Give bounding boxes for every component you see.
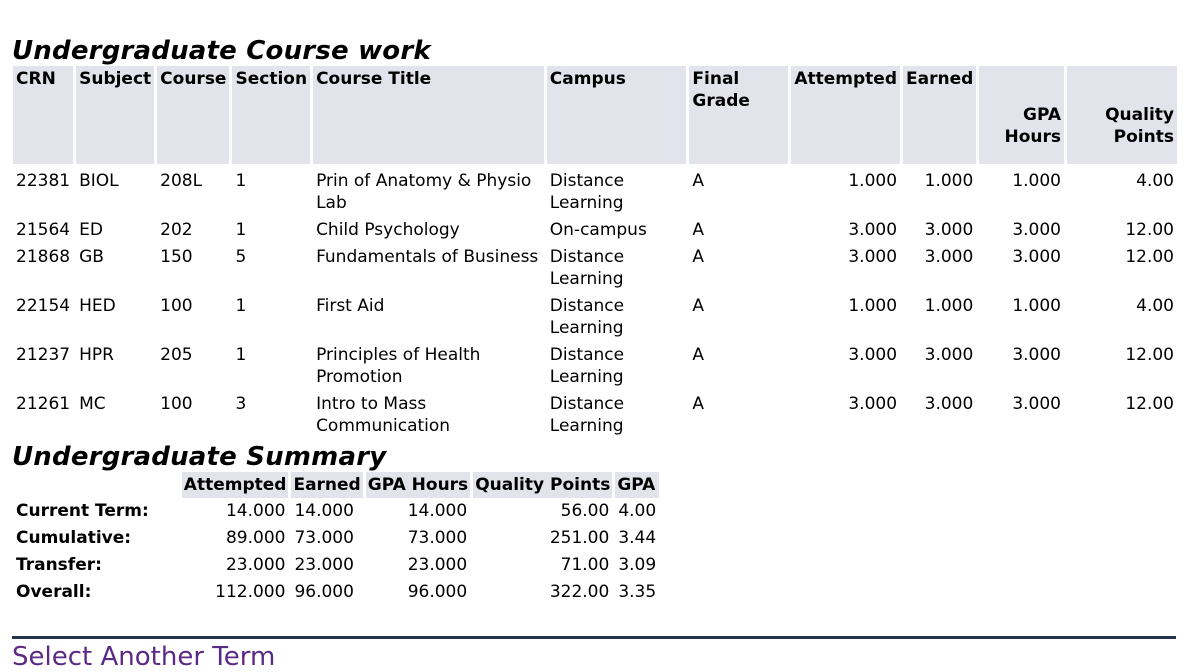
grade-cell: A	[692, 345, 705, 365]
course-row	[13, 246, 1177, 295]
header-quality-points: Quality Points	[1067, 66, 1177, 164]
section-cell: 1	[235, 345, 247, 365]
course-header-row	[13, 66, 1177, 164]
summary-header-attempted: Attempted	[182, 472, 289, 498]
section-cell: 1	[235, 171, 247, 191]
earned-cell: 3.000	[924, 394, 974, 414]
header-final-grade: Final Grade	[689, 66, 788, 164]
earned-cell: 3.000	[924, 345, 974, 365]
summary-attempted: 23.000	[225, 555, 286, 575]
summary-label: Cumulative:	[16, 528, 132, 548]
course-cell: 205	[160, 345, 193, 365]
quality-points-cell: 12.00	[1125, 345, 1174, 365]
summary-quality-points: 71.00	[560, 555, 610, 575]
summary-header-earned: Earned	[291, 472, 362, 498]
gpa-hours-cell: 1.000	[1012, 171, 1061, 191]
summary-quality-points: 251.00	[549, 528, 610, 548]
earned-cell: 3.000	[924, 247, 974, 267]
section-cell: 3	[235, 394, 247, 414]
course-row	[13, 344, 1177, 393]
summary-gpa-hours: 14.000	[407, 501, 468, 521]
summary-gpa: 3.09	[618, 555, 657, 575]
course-cell: 150	[160, 247, 193, 267]
summary-row	[13, 498, 659, 525]
grade-cell: A	[692, 247, 705, 267]
earned-cell: 1.000	[924, 171, 974, 191]
course-cell: 100	[160, 296, 193, 316]
header-course-title: Course Title	[313, 66, 544, 164]
campus-cell: Distance Learning	[549, 394, 625, 436]
campus-cell: Distance Learning	[549, 345, 625, 387]
summary-gpa: 4.00	[618, 501, 657, 521]
grade-cell: A	[692, 394, 705, 414]
attempted-cell: 3.000	[848, 247, 898, 267]
summary-header-quality-points: Quality Points	[473, 472, 612, 498]
course-title-cell: Child Psychology	[316, 220, 460, 240]
summary-gpa-hours: 73.000	[407, 528, 468, 548]
summary-row	[13, 525, 659, 552]
header-section: Section	[232, 66, 310, 164]
crn-cell: 21868	[16, 247, 71, 267]
summary-attempted: 89.000	[225, 528, 286, 548]
subject-cell: ED	[79, 220, 103, 240]
transcript-content	[12, 36, 1180, 606]
course-cell: 100	[160, 394, 193, 414]
attempted-cell: 1.000	[848, 296, 898, 316]
summary-gpa: 3.35	[618, 582, 657, 602]
campus-cell: Distance Learning	[549, 171, 625, 213]
summary-gpa: 3.44	[618, 528, 657, 548]
divider-rule	[12, 636, 1176, 639]
attempted-cell: 1.000	[848, 171, 898, 191]
attempted-cell: 3.000	[848, 345, 898, 365]
summary-label: Overall:	[16, 582, 92, 602]
course-work-table	[10, 66, 1180, 442]
select-another-term-link[interactable]: Select Another Term	[12, 642, 276, 672]
gpa-hours-cell: 3.000	[1012, 345, 1061, 365]
subject-cell: HPR	[79, 345, 114, 365]
earned-cell: 3.000	[924, 220, 974, 240]
course-title-cell: Fundamentals of Business	[316, 247, 539, 267]
subject-cell: BIOL	[79, 171, 119, 191]
summary-label: Current Term:	[16, 501, 149, 521]
course-row	[13, 393, 1177, 442]
summary-header-blank	[13, 472, 179, 498]
course-row	[13, 164, 1177, 219]
quality-points-cell: 4.00	[1136, 296, 1174, 316]
course-title-cell: First Aid	[316, 296, 385, 316]
quality-points-cell: 12.00	[1125, 220, 1174, 240]
campus-cell: On-campus	[549, 220, 647, 240]
header-crn: CRN	[13, 66, 73, 164]
grade-cell: A	[692, 220, 705, 240]
quality-points-cell: 12.00	[1125, 247, 1174, 267]
crn-cell: 21261	[16, 394, 71, 414]
summary-label: Transfer:	[16, 555, 102, 575]
header-gpa-hours: GPA Hours	[979, 66, 1064, 164]
summary-header-row	[13, 472, 659, 498]
campus-cell: Distance Learning	[549, 296, 625, 338]
summary-title: Undergraduate Summary	[12, 442, 387, 472]
header-course: Course	[157, 66, 229, 164]
summary-attempted: 112.000	[215, 582, 286, 602]
summary-row	[13, 579, 659, 606]
summary-header-gpa: GPA	[615, 472, 659, 498]
gpa-hours-cell: 1.000	[1012, 296, 1061, 316]
summary-earned: 23.000	[294, 555, 354, 575]
subject-cell: HED	[79, 296, 116, 316]
summary-gpa-hours: 96.000	[407, 582, 468, 602]
gpa-hours-cell: 3.000	[1012, 247, 1061, 267]
course-row	[13, 219, 1177, 246]
quality-points-cell: 4.00	[1136, 171, 1174, 191]
crn-cell: 22381	[16, 171, 71, 191]
course-title-cell: Principles of Health Promotion	[316, 345, 481, 387]
quality-points-cell: 12.00	[1125, 394, 1174, 414]
subject-cell: GB	[79, 247, 104, 267]
subject-cell: MC	[79, 394, 106, 414]
crn-cell: 22154	[16, 296, 71, 316]
summary-quality-points: 322.00	[549, 582, 610, 602]
summary-quality-points: 56.00	[560, 501, 610, 521]
attempted-cell: 3.000	[848, 394, 898, 414]
summary-gpa-hours: 23.000	[407, 555, 468, 575]
course-cell: 202	[160, 220, 193, 240]
summary-earned: 96.000	[294, 582, 354, 602]
course-cell: 208L	[160, 171, 203, 191]
header-subject: Subject	[76, 66, 154, 164]
course-title-cell: Prin of Anatomy & Physio Lab	[316, 171, 532, 213]
summary-attempted: 14.000	[225, 501, 286, 521]
crn-cell: 21564	[16, 220, 71, 240]
summary-earned: 73.000	[294, 528, 354, 548]
earned-cell: 1.000	[924, 296, 974, 316]
section-cell: 1	[235, 296, 247, 316]
summary-earned: 14.000	[294, 501, 354, 521]
header-earned: Earned	[903, 66, 976, 164]
summary-row	[13, 552, 659, 579]
summary-table	[10, 472, 662, 606]
grade-cell: A	[692, 171, 705, 191]
course-work-title: Undergraduate Course work	[12, 36, 431, 66]
attempted-cell: 3.000	[848, 220, 898, 240]
gpa-hours-cell: 3.000	[1012, 220, 1061, 240]
campus-cell: Distance Learning	[549, 247, 625, 289]
summary-header-gpa-hours: GPA Hours	[366, 472, 470, 498]
grade-cell: A	[692, 296, 705, 316]
section-cell: 5	[235, 247, 247, 267]
gpa-hours-cell: 3.000	[1012, 394, 1061, 414]
course-row	[13, 295, 1177, 344]
course-title-cell: Intro to Mass Communication	[316, 394, 451, 436]
section-cell: 1	[235, 220, 247, 240]
header-attempted: Attempted	[791, 66, 900, 164]
header-campus: Campus	[547, 66, 687, 164]
crn-cell: 21237	[16, 345, 71, 365]
